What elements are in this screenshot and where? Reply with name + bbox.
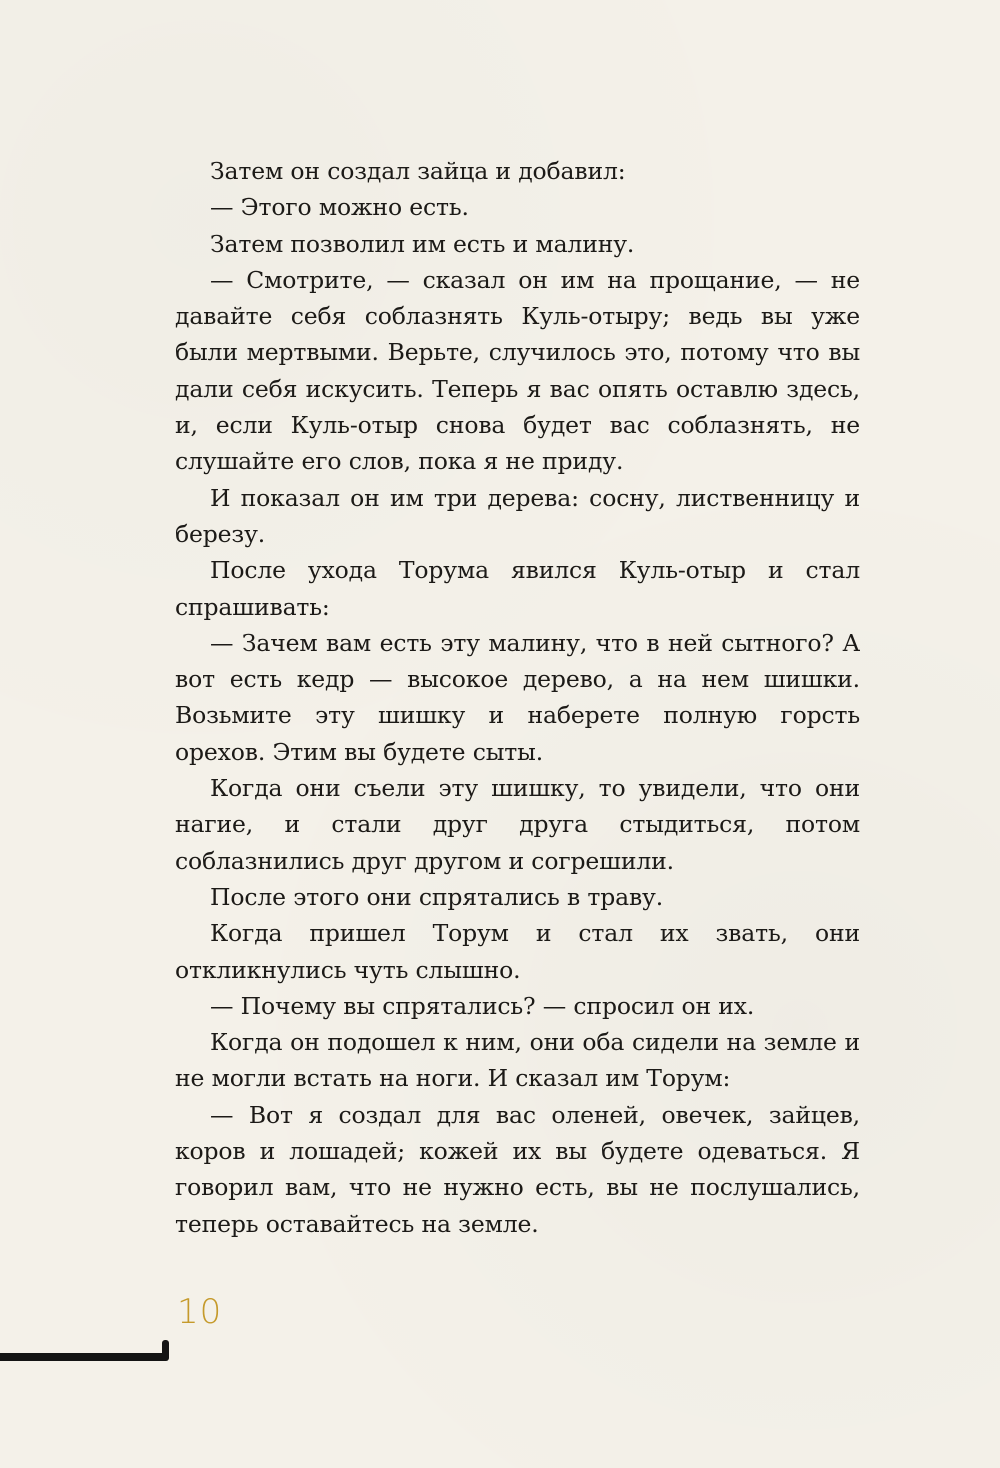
footer-rule-hook [162,1340,169,1361]
paragraph-11: — Почему вы спрятались? — спросил он их. [210,991,755,1020]
body-text [175,153,860,1242]
paragraph-1: Затем он создал зайца и добавил: [210,157,626,185]
paragraph-4: — Смотрите, — сказал он им на прощание, — не давайте себя соблазнять Куль-отыру; ведь вы уже были мертвыми. Верьте, случилось это, потому что вы дали себя искусить. Теперь я вас опять оставлю здесь, и, если Куль-отыр снова будет вас соблазнять, не слушайте его слов, пока я не приду. [175,265,860,476]
paragraph-5: И показал он им три дерева: сосну, лиственницу и березу. [175,483,860,548]
paragraph-13: — Вот я создал для вас оленей, овечек, зайцев, коров и лошадей; кожей их вы будете одеваться. Я говорил вам, что не нужно есть, вы не послушались, теперь оставайтесь на земле. [175,1100,860,1238]
paragraph-10: Когда пришел Торум и стал их звать, они откликнулись чуть слышно. [175,919,860,984]
paragraph-3: Затем позволил им есть и малину. [210,229,635,258]
footer-rule [0,1353,167,1361]
page-number: 10 [177,1292,223,1332]
paragraph-8: Когда они съели эту шишку, то увидели, что они нагие, и стали друг друга стыдиться, потом соблазнились друг другом и согрешили. [175,774,860,875]
paragraph-2: — Этого можно есть. [210,193,469,222]
paragraph-6: После ухода Торума явился Куль-отыр и стал спрашивать: [175,556,860,621]
paragraph-9: После этого они спрятались в траву. [210,882,664,911]
paragraph-12: Когда он подошел к ним, они оба сидели на земле и не могли встать на ноги. И сказал им Торум: [175,1028,860,1093]
paragraph-7: — Зачем вам есть эту малину, что в ней сытного? А вот есть кедр — высокое дерево, а на нем шишки. Возьмите эту шишку и наберете полную горсть орехов. Этим вы будете сыты. [175,628,860,766]
